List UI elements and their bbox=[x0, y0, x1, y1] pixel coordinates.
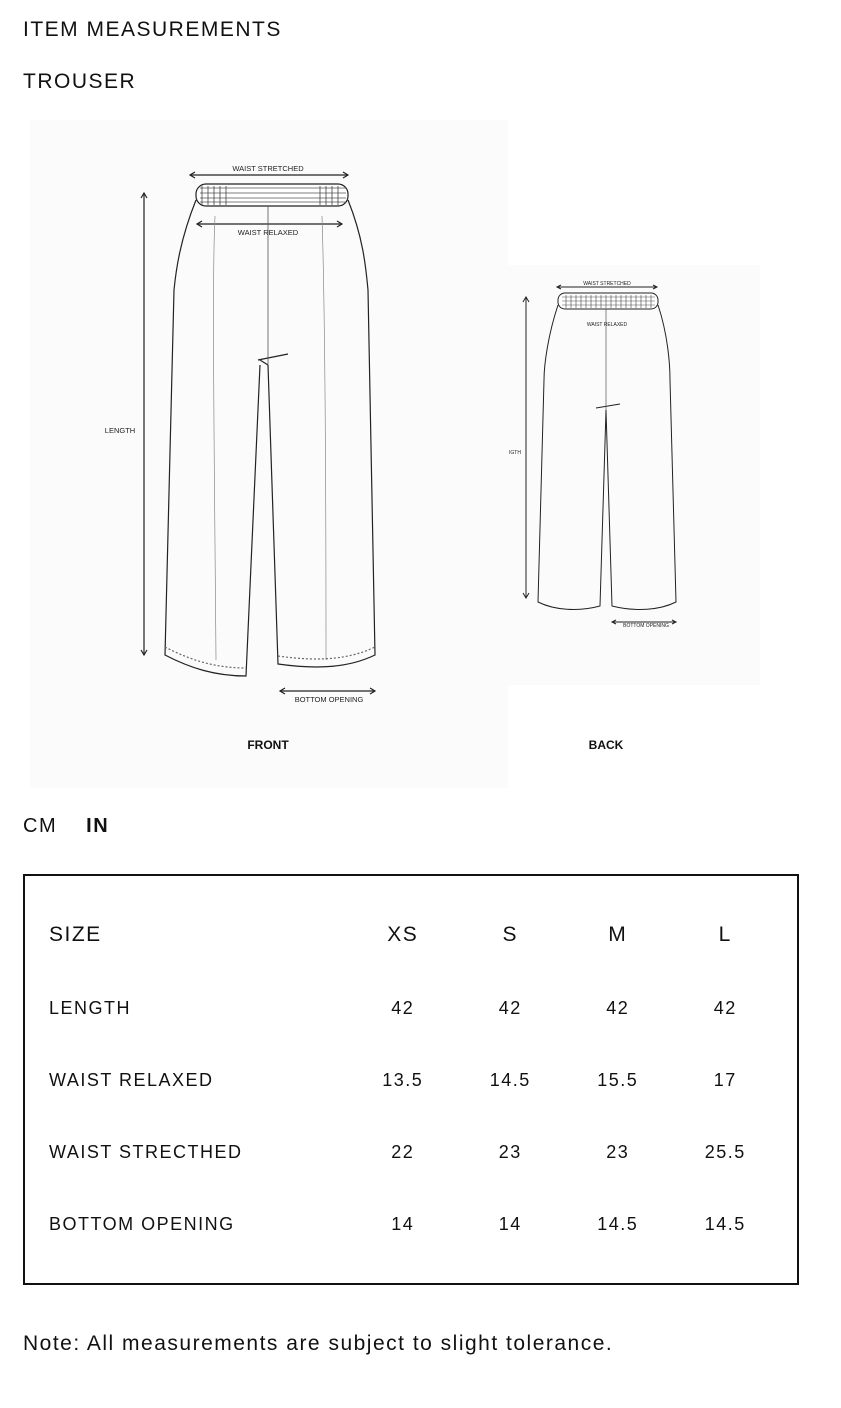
front-length-label: LENGTH bbox=[104, 426, 136, 435]
back-waist-stretched-label: WAIST STRETCHED bbox=[583, 281, 631, 287]
unit-option-cm[interactable]: CM bbox=[23, 815, 58, 837]
table-cell: 15.5 bbox=[597, 1069, 639, 1090]
row-label: LENGTH bbox=[49, 997, 132, 1018]
table-cell: 17 bbox=[713, 1069, 737, 1090]
table-row bbox=[49, 1116, 779, 1188]
table-cell: 14 bbox=[391, 1213, 415, 1234]
table-cell: 23 bbox=[498, 1141, 522, 1162]
measurement-diagram bbox=[30, 120, 770, 790]
back-length-label: IGTH bbox=[509, 450, 521, 456]
table-cell: 42 bbox=[606, 997, 630, 1018]
row-label: WAIST STRECTHED bbox=[49, 1141, 243, 1162]
table-cell: 13.5 bbox=[382, 1069, 424, 1090]
table-cell: 25.5 bbox=[704, 1141, 746, 1162]
front-caption: FRONT bbox=[247, 738, 289, 752]
table-cell: 23 bbox=[606, 1141, 630, 1162]
page-title: ITEM MEASUREMENTS bbox=[23, 18, 282, 41]
table-row bbox=[49, 1044, 779, 1116]
front-waist-relaxed-label: WAIST RELAXED bbox=[237, 228, 299, 237]
size-header-xs: XS bbox=[387, 923, 419, 946]
back-waist-relaxed-label: WAIST RELAXED bbox=[586, 322, 628, 328]
back-bottom-opening-label: BOTTOM OPENING bbox=[623, 623, 669, 629]
table-cell: 42 bbox=[391, 997, 415, 1018]
size-table bbox=[49, 898, 779, 1260]
front-bottom-opening-label: BOTTOM OPENING bbox=[294, 695, 364, 704]
table-cell: 14.5 bbox=[489, 1069, 531, 1090]
table-cell: 14.5 bbox=[704, 1213, 746, 1234]
front-waist-stretched-label: WAIST STRETCHED bbox=[232, 164, 304, 173]
table-cell: 14 bbox=[498, 1213, 522, 1234]
size-column-header: SIZE bbox=[49, 923, 102, 946]
table-cell: 14.5 bbox=[597, 1213, 639, 1234]
table-row bbox=[49, 972, 779, 1044]
row-label: WAIST RELAXED bbox=[49, 1069, 214, 1090]
back-caption: BACK bbox=[588, 738, 624, 752]
tolerance-note: Note: All measurements are subject to slight tolerance. bbox=[23, 1332, 614, 1355]
product-type-heading: TROUSER bbox=[23, 70, 137, 93]
table-cell: 42 bbox=[498, 997, 522, 1018]
table-row bbox=[49, 1188, 779, 1260]
size-header-s: S bbox=[502, 923, 518, 946]
unit-toggle bbox=[23, 815, 131, 838]
row-label: BOTTOM OPENING bbox=[49, 1213, 235, 1234]
size-header-m: M bbox=[608, 923, 628, 946]
table-cell: 42 bbox=[713, 997, 737, 1018]
unit-option-in[interactable]: IN bbox=[86, 815, 110, 837]
table-cell: 22 bbox=[391, 1141, 415, 1162]
size-chart bbox=[23, 874, 799, 1285]
table-header-row bbox=[49, 898, 779, 972]
size-header-l: L bbox=[718, 923, 732, 946]
front-image-background bbox=[30, 120, 508, 788]
